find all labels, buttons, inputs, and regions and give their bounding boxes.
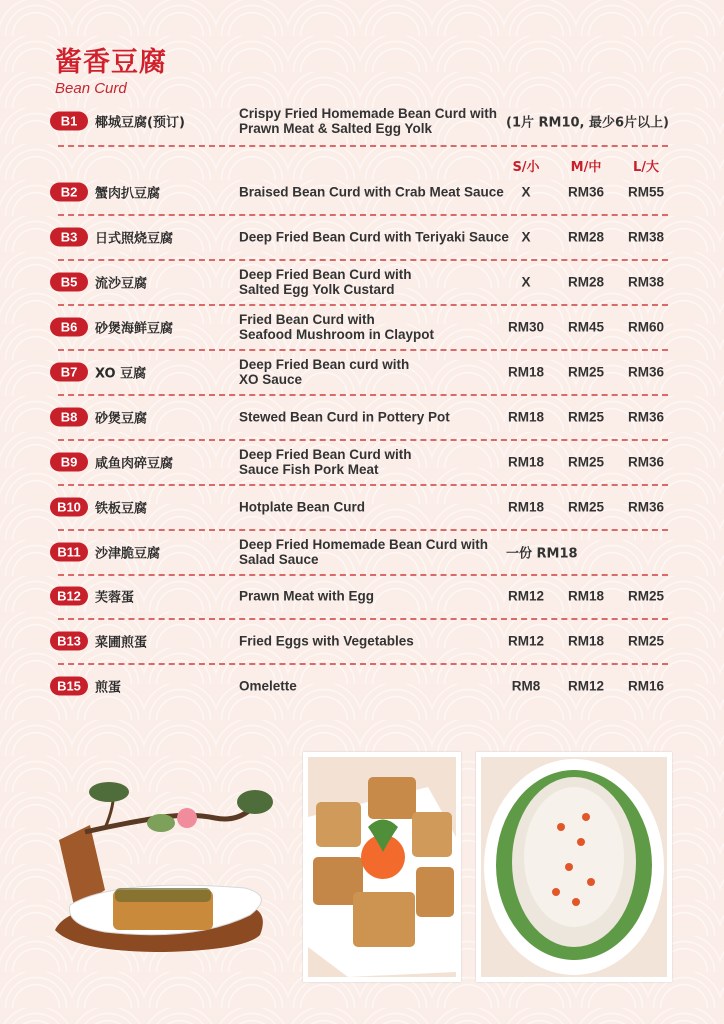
item-code-badge: B11	[50, 543, 88, 562]
item-name-en: Fried Bean Curd with Seafood Mushroom in Claypot	[239, 312, 435, 342]
price-small: X	[521, 229, 531, 245]
item-name-cn: 砂煲豆腐	[95, 411, 148, 427]
item-name-cn: 砂煲海鲜豆腐	[95, 321, 174, 337]
price-large: RM16	[627, 678, 664, 694]
price-small: X	[521, 274, 531, 290]
price-large: RM36	[627, 454, 664, 470]
price-medium: RM12	[567, 678, 604, 694]
menu-item-b2	[50, 177, 675, 207]
menu-item-b13	[50, 626, 675, 656]
item-name-cn: 椰城豆腐(预订)	[95, 115, 185, 131]
price-small: RM18	[507, 409, 544, 425]
price-small: RM8	[511, 678, 541, 694]
menu-item-b7	[50, 357, 675, 387]
item-name-en: Deep Fried Bean curd with XO Sauce	[239, 357, 410, 387]
price-small: RM30	[507, 319, 544, 335]
menu-item-b3	[50, 222, 675, 252]
page-title-cn: 酱香豆腐	[55, 47, 167, 78]
price-large: RM38	[627, 274, 664, 290]
price-medium: RM25	[567, 364, 604, 380]
price-large: RM36	[627, 499, 664, 515]
item-name-cn: 蟹肉扒豆腐	[95, 186, 161, 202]
price-small: RM18	[507, 454, 544, 470]
item-name-en: Omelette	[239, 678, 297, 694]
price-large: RM36	[627, 409, 664, 425]
item-code-badge: B7	[50, 363, 88, 382]
divider	[58, 259, 668, 261]
item-code-badge: B10	[50, 498, 88, 517]
price-large: RM60	[627, 319, 664, 335]
size-header-medium: M/中	[570, 160, 602, 175]
item-name-en: Braised Bean Curd with Crab Meat Sauce	[239, 184, 504, 200]
item-code-badge: B12	[50, 587, 88, 606]
price-large: RM38	[627, 229, 664, 245]
item-code-badge: B2	[50, 183, 88, 202]
fried-bean-curd-image	[308, 757, 456, 977]
divider	[58, 349, 668, 351]
item-name-en: Deep Fried Bean Curd with Teriyaki Sauce	[239, 229, 509, 245]
item-name-en: Crispy Fried Homemade Bean Curd with Prawn Meat & Salted Egg Yolk	[239, 106, 498, 136]
price-medium: RM45	[567, 319, 604, 335]
price-medium: RM18	[567, 633, 604, 649]
divider	[58, 574, 668, 576]
menu-item-b9	[50, 447, 675, 477]
item-code-badge: B5	[50, 273, 88, 292]
steamed-bean-curd-image	[481, 757, 667, 977]
menu-item-b8	[50, 402, 675, 432]
menu-item-b1	[50, 106, 675, 136]
price-medium: RM28	[567, 229, 604, 245]
item-code-badge: B6	[50, 318, 88, 337]
item-name-en: Deep Fried Homemade Bean Curd with Salad Sauce	[239, 537, 489, 567]
price-medium: RM18	[567, 588, 604, 604]
item-name-en: Deep Fried Bean Curd with Salted Egg Yolk Custard	[239, 267, 412, 297]
item-note: 一份 RM18	[506, 546, 578, 562]
item-name-cn: 菜圃煎蛋	[95, 635, 148, 651]
item-name-en: Deep Fried Bean Curd with Sauce Fish Pork Meat	[239, 447, 412, 477]
price-small: RM12	[507, 633, 544, 649]
divider	[58, 304, 668, 306]
price-small: RM18	[507, 499, 544, 515]
menu-item-b5	[50, 267, 675, 297]
menu-item-b10	[50, 492, 675, 522]
item-name-en: Hotplate Bean Curd	[239, 499, 366, 515]
price-large: RM55	[627, 184, 664, 200]
item-code-badge: B13	[50, 632, 88, 651]
divider	[58, 618, 668, 620]
size-header-small: S/小	[512, 160, 540, 175]
price-medium: RM28	[567, 274, 604, 290]
divider	[58, 394, 668, 396]
divider	[58, 484, 668, 486]
item-code-badge: B8	[50, 408, 88, 427]
price-large: RM25	[627, 633, 664, 649]
divider	[58, 529, 668, 531]
divider	[58, 214, 668, 216]
menu-item-b15	[50, 671, 675, 701]
fried-bean-curd-photo	[303, 752, 461, 982]
menu-item-b12	[50, 581, 675, 611]
price-small: RM18	[507, 364, 544, 380]
item-name-en: Fried Eggs with Vegetables	[239, 633, 414, 649]
item-name-cn: 日式照烧豆腐	[95, 231, 174, 247]
price-medium: RM25	[567, 499, 604, 515]
item-name-en: Prawn Meat with Egg	[239, 588, 375, 604]
item-name-cn: 芙蓉蛋	[95, 590, 135, 606]
size-header-large: L/大	[632, 160, 660, 175]
menu-header	[55, 40, 167, 97]
item-name-cn: 铁板豆腐	[95, 501, 148, 517]
menu-item-b11	[50, 537, 675, 567]
item-code-badge: B3	[50, 228, 88, 247]
item-name-cn: 咸鱼肉碎豆腐	[95, 456, 174, 472]
divider	[58, 439, 668, 441]
item-name-cn: XO 豆腐	[95, 366, 147, 382]
price-small: X	[521, 184, 531, 200]
bean-curd-stand-image	[45, 770, 285, 960]
item-name-cn: 沙津脆豆腐	[95, 546, 161, 562]
item-code-badge: B9	[50, 453, 88, 472]
page-title-en: Bean Curd	[55, 80, 127, 97]
price-small: RM12	[507, 588, 544, 604]
item-code-badge: B1	[50, 112, 88, 131]
price-large: RM25	[627, 588, 664, 604]
price-medium: RM25	[567, 454, 604, 470]
menu-item-b6	[50, 312, 675, 342]
item-name-cn: 煎蛋	[95, 680, 122, 696]
steamed-bean-curd-photo	[476, 752, 672, 982]
item-code-badge: B15	[50, 677, 88, 696]
divider	[58, 663, 668, 665]
price-medium: RM36	[567, 184, 604, 200]
item-name-cn: 流沙豆腐	[95, 276, 148, 292]
price-large: RM36	[627, 364, 664, 380]
price-medium: RM25	[567, 409, 604, 425]
item-name-en: Stewed Bean Curd in Pottery Pot	[239, 409, 450, 425]
divider	[58, 145, 668, 147]
item-note: (1片 RM10, 最少6片以上)	[506, 115, 670, 131]
